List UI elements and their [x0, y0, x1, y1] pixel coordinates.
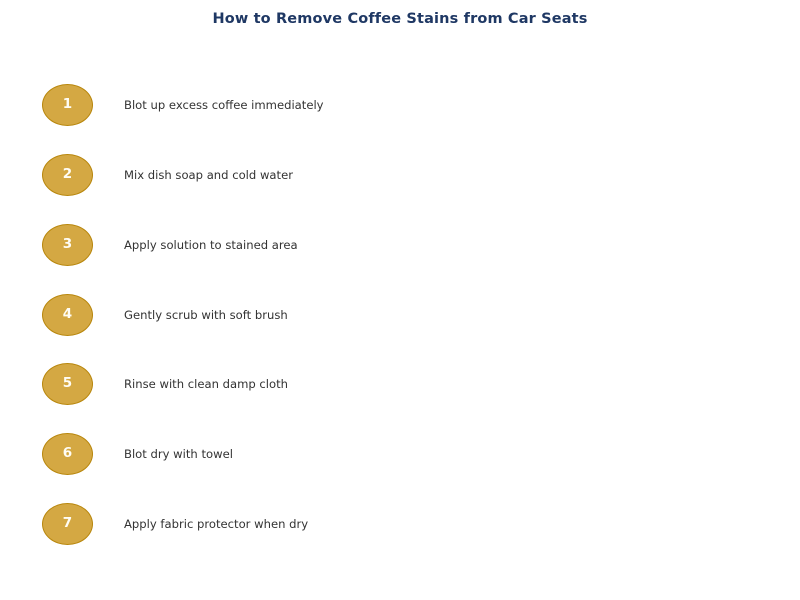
step-description-6: Blot dry with towel: [124, 447, 233, 461]
list-item: [0, 84, 800, 128]
step-number-label: 4: [62, 306, 73, 322]
list-item: [0, 433, 800, 477]
step-description-4: Gently scrub with soft brush: [124, 308, 288, 322]
list-item: [0, 363, 800, 407]
step-number-label: 2: [62, 166, 73, 182]
list-item: [0, 294, 800, 338]
page-title: How to Remove Coffee Stains from Car Seats: [212, 11, 588, 27]
step-number-badge-4: [42, 294, 93, 336]
step-description-7: Apply fabric protector when dry: [124, 517, 309, 531]
step-number-badge-6: [42, 433, 93, 475]
step-number-badge-3: [42, 224, 93, 266]
step-number-label: 1: [62, 96, 73, 112]
step-number-label: 7: [62, 515, 73, 531]
step-number-label: 6: [62, 445, 73, 461]
list-item: [0, 224, 800, 268]
list-item: [0, 154, 800, 198]
step-description-3: Apply solution to stained area: [124, 238, 298, 252]
step-description-5: Rinse with clean damp cloth: [124, 377, 289, 391]
list-item: [0, 503, 800, 547]
step-number-badge-2: [42, 154, 93, 196]
step-number-label: 5: [62, 375, 73, 391]
step-number-badge-7: [42, 503, 93, 545]
step-description-2: Mix dish soap and cold water: [124, 168, 293, 182]
step-number-badge-5: [42, 363, 93, 405]
step-description-1: Blot up excess coffee immediately: [124, 98, 324, 112]
step-number-badge-1: [42, 84, 93, 126]
step-number-label: 3: [62, 236, 73, 252]
